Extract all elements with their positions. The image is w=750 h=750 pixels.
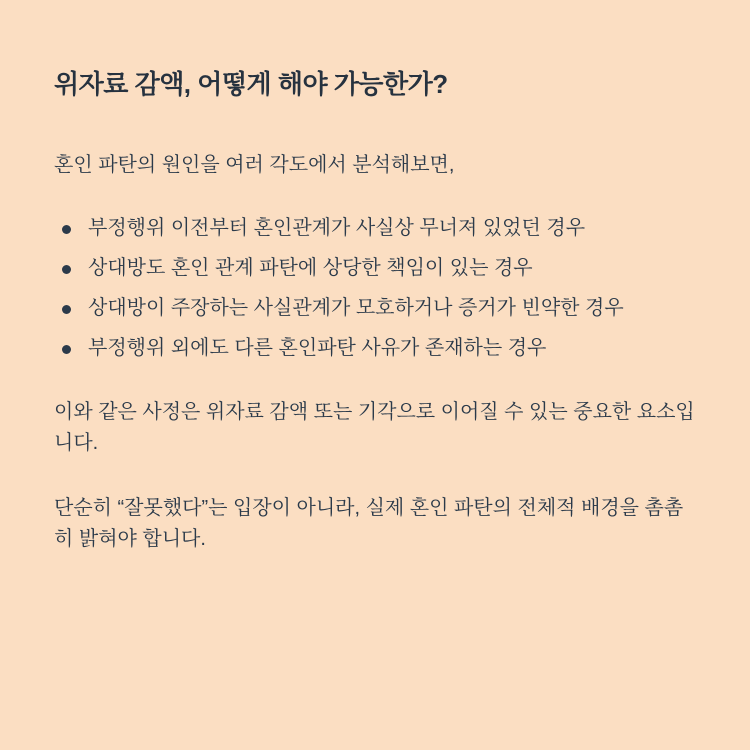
list-item-label: 부정행위 외에도 다른 혼인파탄 사유가 존재하는 경우 <box>88 336 547 359</box>
list-item-label: 부정행위 이전부터 혼인관계가 사실상 무너져 있었던 경우 <box>88 216 586 239</box>
list-item-label: 상대방도 혼인 관계 파탄에 상당한 책임이 있는 경우 <box>88 256 533 279</box>
lead-paragraph: 혼인 파탄의 원인을 여러 각도에서 분석해보면, <box>54 153 455 176</box>
list-item <box>54 334 696 363</box>
body-paragraph-1: 이와 같은 사정은 위자료 감액 또는 기각으로 이어질 수 있는 중요한 요소입니다. <box>54 400 695 454</box>
body-paragraph-2: 단순히 “잘못했다”는 입장이 아니라, 실제 혼인 파탄의 전체적 배경을 촘촘히 밝혀야 합니다. <box>54 496 684 550</box>
list-item-label: 상대방이 주장하는 사실관계가 모호하거나 증거가 빈약한 경우 <box>88 296 624 319</box>
bullet-dot-icon <box>62 345 71 354</box>
bullet-dot-icon <box>62 225 71 234</box>
bullet-list <box>54 214 696 363</box>
bullet-dot-icon <box>62 265 71 274</box>
list-item <box>54 254 696 283</box>
list-item <box>54 214 696 243</box>
page-title: 위자료 감액, 어떻게 해야 가능한가? <box>54 69 448 99</box>
list-item <box>54 294 696 323</box>
bullet-dot-icon <box>62 305 71 314</box>
